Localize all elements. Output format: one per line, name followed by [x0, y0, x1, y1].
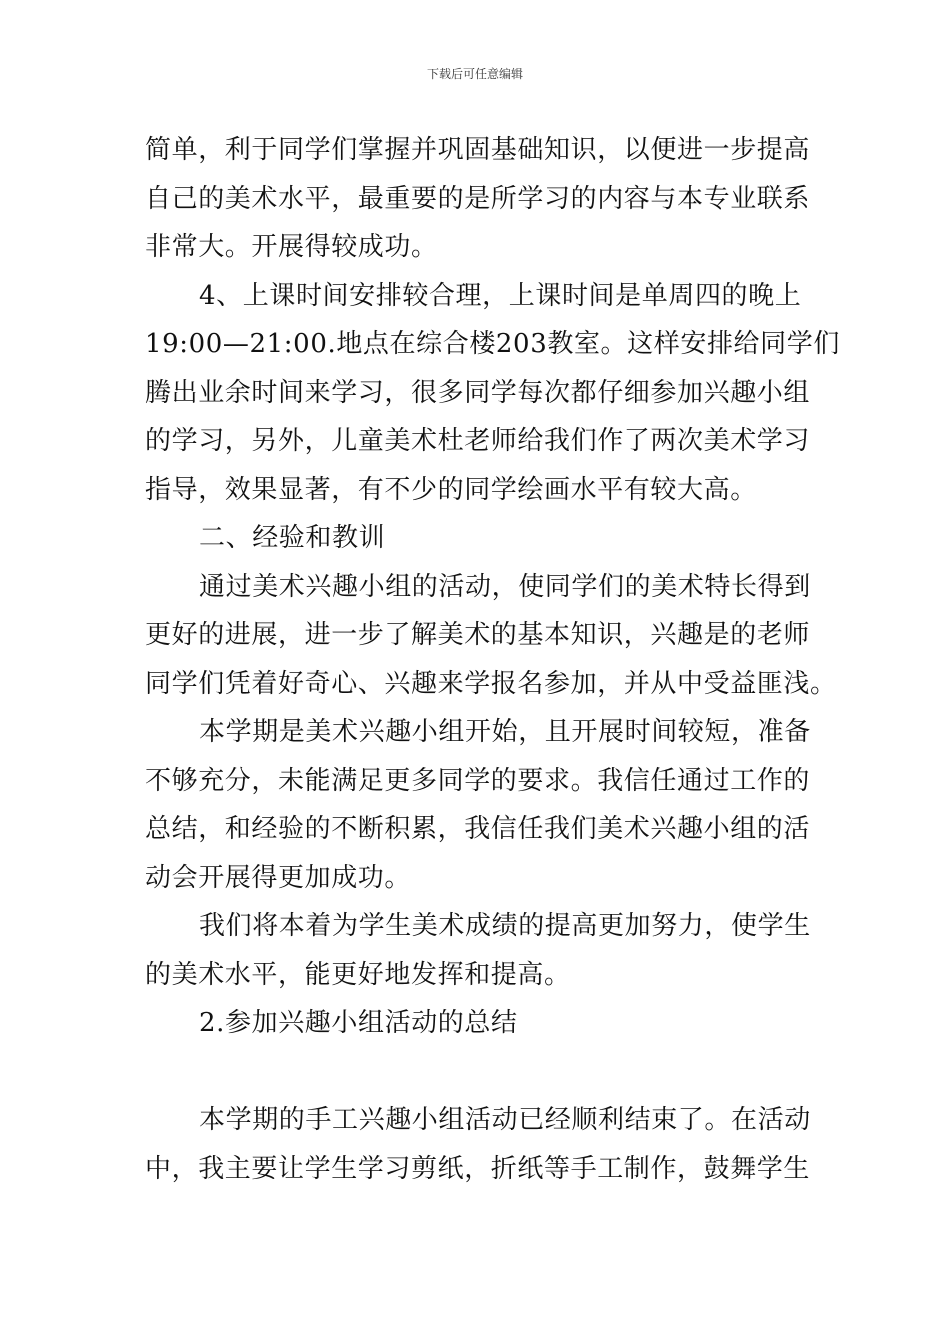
text-line: 同学们凭着好奇心、兴趣来学报名参加，并从中受益匪浅。 — [145, 668, 837, 699]
page-header-note: 下载后可任意编辑 — [426, 67, 523, 81]
section-heading: 2.参加兴趣小组活动的总结 — [199, 1008, 518, 1038]
text-line: 动会开展得更加成功。 — [145, 862, 412, 893]
paragraph-start: 本学期的手工兴趣小组活动已经顺利结束了。在活动 — [199, 1105, 811, 1135]
text-line: 腾出业余时间来学习，很多同学每次都仔细参加兴趣小组 — [145, 377, 811, 408]
text-line: 自己的美术水平，最重要的是所学习的内容与本专业联系 — [145, 183, 811, 214]
document-body — [145, 126, 840, 1193]
text-line: 总结，和经验的不断积累，我信任我们美术兴趣小组的活 — [145, 814, 811, 844]
paragraph-start: 4、上课时间安排较合理，上课时间是单周四的晚上 — [199, 280, 802, 311]
blank-line — [145, 1048, 805, 1097]
text-line: 的美术水平，能更好地发挥和提高。 — [145, 959, 571, 990]
text-line: 19:00—21:00.地点在综合楼203教室。这样安排给同学们 — [145, 329, 840, 359]
paragraph-start: 通过美术兴趣小组的活动，使同学们的美术特长得到 — [199, 571, 811, 602]
paragraph-start: 本学期是美术兴趣小组开始，且开展时间较短，准备 — [199, 717, 811, 747]
text-line: 不够充分，未能满足更多同学的要求。我信任通过工作的 — [145, 765, 811, 796]
text-line: 的学习，另外，儿童美术杜老师给我们作了两次美术学习 — [145, 426, 811, 456]
section-heading: 二、经验和教训 — [199, 523, 386, 553]
text-line: 更好的进展，进一步了解美术的基本知识，兴趣是的老师 — [145, 620, 811, 650]
text-line: 中，我主要让学生学习剪纸，折纸等手工制作，鼓舞学生 — [145, 1153, 811, 1184]
text-line: 简单，利于同学们掌握并巩固基础知识，以便进一步提高 — [145, 135, 811, 165]
text-line: 指导，效果显著，有不少的同学绘画水平有较大高。 — [145, 474, 757, 505]
text-line: 非常大。开展得较成功。 — [145, 232, 438, 262]
paragraph-start: 我们将本着为学生美术成绩的提高更加努力，使学生 — [199, 911, 811, 941]
